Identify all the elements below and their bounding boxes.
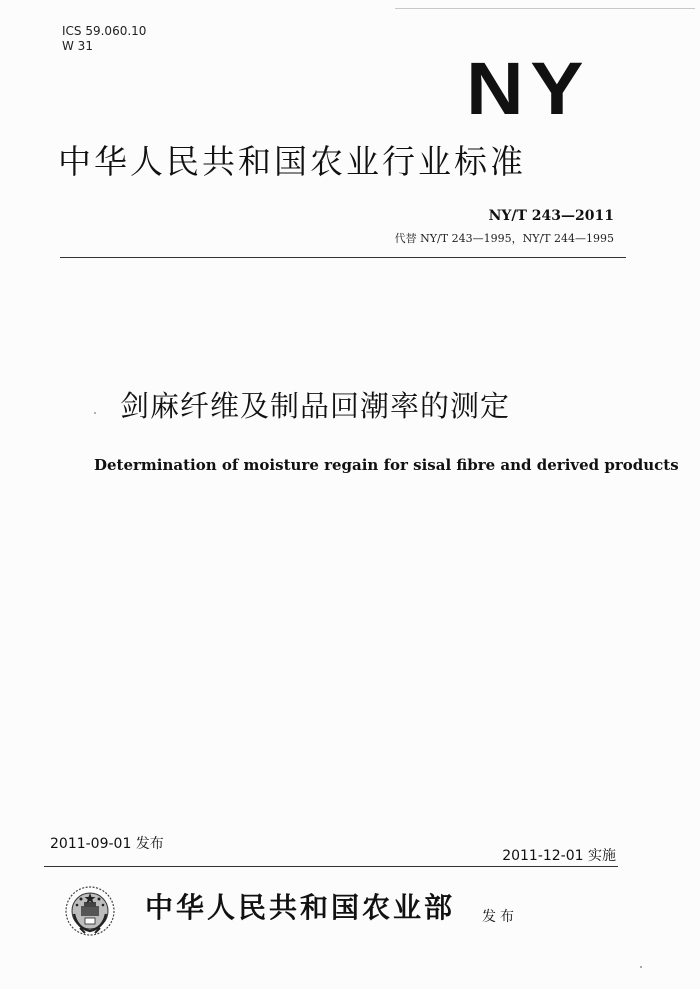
standard-type-title: 中华人民共和国农业行业标准 [58, 142, 526, 181]
scan-speck [640, 966, 642, 968]
emblem-graphic [63, 884, 117, 938]
publish-label: 发布 [482, 909, 518, 925]
implementation-date: 2011-12-01 实施 [502, 848, 616, 864]
document-title-chinese: 剑麻纤维及制品回潮率的测定 [120, 389, 511, 423]
ny-logo: NY [466, 47, 590, 130]
standard-number: NY/T 243—2011 [488, 208, 614, 224]
footer-divider [44, 866, 618, 867]
ccs-code: W 31 [62, 39, 93, 53]
document-title-english: Determination of moisture regain for sisal fibre and derived products [94, 456, 679, 474]
scan-dot [94, 412, 96, 414]
classification-codes [62, 24, 146, 54]
issuing-authority: 中华人民共和国农业部 [145, 891, 456, 924]
header-divider [60, 257, 626, 258]
issue-date: 2011-09-01 发布 [50, 836, 164, 852]
ics-code: ICS 59.060.10 [62, 24, 147, 38]
national-emblem-icon [63, 884, 117, 938]
replaces-note: 代替 NY/T 243—1995，NY/T 244—1995 [394, 232, 614, 245]
scan-edge-line [395, 8, 695, 9]
